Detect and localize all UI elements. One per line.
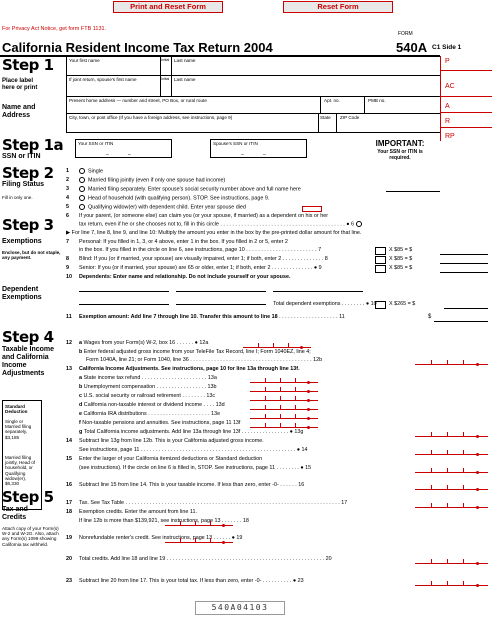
line13a-amount[interactable] [250,378,318,383]
line-10: 10 Dependents: Enter name and relationship. Do not include yourself or your spouse. [66,274,291,280]
form-label: FORM [398,31,413,37]
line13b-amount[interactable] [250,387,318,392]
line-17: 17 Tax. See Tax Table . . . . . . . . . . . . . . . . . . . . . . . . . . . . . . . . . . . . . . . . . . . . . . . . . . . . . . . . . . . . . . . . . . . . . . . . 17 [66,500,348,506]
line12a-amount[interactable] [243,343,311,348]
line8-amount[interactable] [440,263,488,264]
line-7: 7 Personal: If you filled in 1, 3, or 4 above, enter 1 in the box. If you filled in 2 or 5, enter 2 [66,239,288,245]
std-deduction-title: Standard Deduction [5,404,28,415]
apt-field[interactable]: Apt. no. [324,98,340,103]
line9-box[interactable] [375,265,386,273]
important-text: Your SSN or ITIN is required. [377,149,423,161]
dependent-name-1[interactable] [79,291,169,292]
spouse-first-name-field[interactable]: If joint return, spouse's first name [69,77,137,82]
line-12a: 12 a Wages from your Form(s) W-2, box 16 . . . . . . ● 12a [66,340,209,346]
important-note [360,139,440,161]
line-7b: in the box. If you filled in the circle on line 6, see instructions, page 10 . . . . . . . . . . . . . . . . . . . . . . . . 7 [79,247,322,253]
step5-title: Step 5 [2,488,54,506]
line13c-amount[interactable] [250,396,318,401]
dependent-name-2[interactable] [176,291,266,292]
line8-box[interactable] [375,256,386,264]
line-6b: tax return, even if he or she chooses not to, fill in this circle . . . . . . . . . . . . . . . . . . . . . . . . . . . . . . . . . . . . . . . . . . ● 6 [79,221,365,228]
line-13a: a State income tax refund . . . . . . . . . . . . . . . . . . . . . . 13a [79,375,217,381]
spouse-ssn-label: Spouse's SSN or ITIN [213,141,258,146]
line-14b: See instructions, page 11 . . . . . . . . . . . . . . . . . . . . . . . . . . . . . . . . . . . . . . . . . . . . . . . . . . . . ● 14 [79,447,308,453]
line10-amount[interactable] [444,308,488,309]
line-13b: b Unemployment compensation . . . . . . . . . . . . . . . . . 13b [79,384,217,390]
margin-code-a: A [445,103,450,110]
total-dependent-exemptions: Total dependent exemptions . . . . . . . . ● 10 [273,301,377,307]
line-13c: c U.S. social security or railroad retirement . . . . . . . . 13c [79,393,216,399]
line-13d: d California non-taxable interest or dividend income . . . . 13d [79,402,225,408]
title-year: 2004 [243,40,273,55]
enclose-note: Enclose, but do not staple, any payment. [2,250,61,261]
line6-circle-icon[interactable] [356,221,362,227]
line13f-amount[interactable] [250,423,318,428]
attach-w2-note: Attach copy of your Form(s) W-2 and W-2G. Also, attach any Form(s) 1099 showing California tax withheld. [2,526,59,547]
margin-code-ac: AC [445,83,455,90]
name-address-label: Name and Address [2,104,36,119]
line-15: 15 Enter the larger of your California itemized deductions or Standard deduction [66,456,263,462]
step1a-title: Step 1a [2,136,64,154]
reset-form-button[interactable]: Reset Form [283,1,393,13]
line14-amount[interactable] [415,450,488,455]
line19-amount[interactable] [165,538,233,543]
line-12b: b Enter federal adjusted gross income from your TeleFile Tax Record, line I; Form 1040EZ, line 4; [79,349,311,355]
dependent-name-5[interactable] [176,304,266,305]
line17-amount[interactable] [415,503,488,508]
step4-label: Taxable Income and California Income Adjustments [2,346,55,377]
pmb-field[interactable]: PMB no. [368,98,386,103]
fill-one-note: Fill in only one. [2,195,33,200]
dependent-name-3[interactable] [273,291,363,292]
first-name-field[interactable]: Your first name [69,58,100,63]
step1-title: Step 1 [2,56,54,74]
line-20: 20 Total credits. Add line 18 and line 19 . . . . . . . . . . . . . . . . . . . . . . . . . . . . . . . . . . . . . . . . . . . . . . . . . . . . . 20 [66,556,332,562]
line11-amount[interactable] [434,321,488,322]
margin-code-p: P [445,58,450,65]
line7-box[interactable] [375,247,386,255]
step4-title: Step 4 [2,328,54,346]
filing-status-label: Filing Status [2,181,44,188]
dependent-name-4[interactable] [79,304,169,305]
line15-amount[interactable] [415,468,488,473]
radio-icon[interactable] [79,204,85,210]
line-13: 13 California Income Adjustments. See instructions, page 10 for line 13a through line 13f. [66,366,300,372]
page-title [2,40,273,55]
your-ssn-label: Your SSN or ITIN [78,141,114,146]
line7-amount[interactable] [440,254,488,255]
spouse-name-field[interactable] [386,191,440,192]
line-12b-cont: Form 1040A, line 21; or Form 1040, line 36 . . . . . . . . . . . . . . . . . . . . . . . . . . . . . . . . . . . . . . . . . 12b [86,357,323,363]
line16-amount[interactable] [415,485,488,490]
line10-box[interactable] [375,301,386,309]
line-13e: e California IRA distributions . . . . . . . . . . . . . . . . . . . . . 13e [79,411,221,417]
line20-amount[interactable] [415,559,488,564]
line-13f: f Non-taxable pensions and annuities. See instructions, page 11 13f [79,420,241,426]
note-lines-7-10: ▶ For line 7, line 8, line 9, and line 10: Multiply the amount you enter in the box by the pre-printed dollar amount for that line. [66,230,362,236]
radio-icon[interactable] [79,195,85,201]
title-text: California Resident Income Tax Return [2,40,241,55]
step3-title: Step 3 [2,216,54,234]
place-label-note: Place label here or print [2,78,38,91]
privacy-notice: For Privacy Act Notice, get form FTB 1131. [2,26,107,32]
important-heading: IMPORTANT: [375,139,425,148]
line9-amount[interactable] [440,272,488,273]
spouse-last-name-field[interactable]: Last name [174,77,196,82]
form-side: C1 Side 1 [432,44,462,51]
line-16: 16 Subtract line 15 from line 14. This is your taxable income. If less than zero, enter -0- . . . . . . 16 [66,482,305,488]
std-deduction-joint: Married filing jointly, Head of household, or Qualifying widow(er), $6,330 [5,455,36,487]
form-code: 540A04103 [211,603,269,612]
ssn-label: SSN or ITIN [2,153,41,160]
print-and-reset-button[interactable]: Print and Reset Form [113,1,223,13]
step2-title: Step 2 [2,164,54,182]
line13g-amount[interactable] [415,432,488,437]
line-23: 23 Subtract line 20 from line 17. This is your total tax. If less than zero, enter -0- . . . . . . . . . . ● 23 [66,578,304,584]
line13d-amount[interactable] [250,405,318,410]
spouse-initial-field[interactable]: Initial [161,77,170,81]
tax-credits-label: Tax and Credits [2,506,28,521]
line-15b: (see instructions). If the circle on line 6 is filled in, STOP. See instructions, page 11 . . . . . . . . ● 15 [79,465,312,471]
line-18b: If line 12b is more than $139,921, see instructions, page 13 . . . . . . . 18 [79,518,249,524]
line-8: 8 Blind: If you (or if married, your spouse) are visually impaired, enter 1; if both, enter 2 . . . . . . . . . . . . . . 8 [66,256,328,262]
std-deduction-single: Single or Married filing separately, $3,185 [5,419,32,440]
filing-status-3[interactable]: 3 Married filing separately. Enter spouse's social security number above and full name here [66,186,301,193]
radio-icon[interactable] [79,177,85,183]
filing-status-2[interactable]: 2 Married filing jointly (even if only one spouse had income) [66,177,226,184]
margin-code-r: R [445,118,451,125]
line23-amount[interactable] [415,581,488,586]
name-address-box [66,56,440,132]
dependent-exemptions-label: Dependent Exemptions [2,286,42,301]
exemptions-label: Exemptions [2,238,42,245]
form-number: 540A [396,40,428,55]
radio-icon[interactable] [79,186,85,192]
year-spouse-died-field[interactable] [302,206,322,212]
address-field[interactable]: Present home address — number and street, PO Box, or rural route [69,98,207,103]
state-field[interactable]: State [320,115,331,120]
line-6: 6 If your parent, (or someone else) can claim you (or your spouse, if married) as a dependent on his or her [66,213,328,219]
margin-code-rp: RP [445,133,455,140]
last-name-field[interactable]: Last name [174,58,196,63]
line-14: 14 Subtract line 13g from line 12b. This is your California adjusted gross income. [66,438,264,444]
filing-status-1[interactable]: 1 Single [66,168,103,175]
line13e-amount[interactable] [250,414,318,419]
line-13g: g Total California income adjustments. Add line 13a through line 13f . . . . . . . . . . . . . . . . ● 13g [79,429,304,435]
radio-icon[interactable] [79,168,85,174]
filing-status-5[interactable]: 5 Qualifying widow(er) with dependent child. Enter year spouse died [66,204,246,211]
line18-amount[interactable] [165,521,233,526]
filing-status-4[interactable]: 4 Head of household (with qualifying person). STOP. See instructions, page 9. [66,195,270,202]
line12b-amount[interactable] [415,360,488,365]
line-18: 18 Exemption credits. Enter the amount from line 11. [66,509,197,515]
line-11: 11 Exemption amount: Add line 7 through line 10. Transfer this amount to line 18 . . . . . . . . . . . . . . . . . . . . 11 [66,314,345,320]
line-19: 19 Nonrefundable renter's credit. See instructions, page 13 . . . . . . ● 19 [66,535,243,541]
city-field[interactable]: City, town, or post office (If you have a foreign address, see instructions, page 9) [69,115,233,120]
initial-field[interactable]: Initial [161,58,170,62]
zip-field[interactable]: ZIP Code [340,115,360,120]
line-9: 9 Senior: If you (or if married, your spouse) are 65 or older, enter 1; if both, enter 2 . . . . . . . . . . . . . . ● 9 [66,265,322,271]
